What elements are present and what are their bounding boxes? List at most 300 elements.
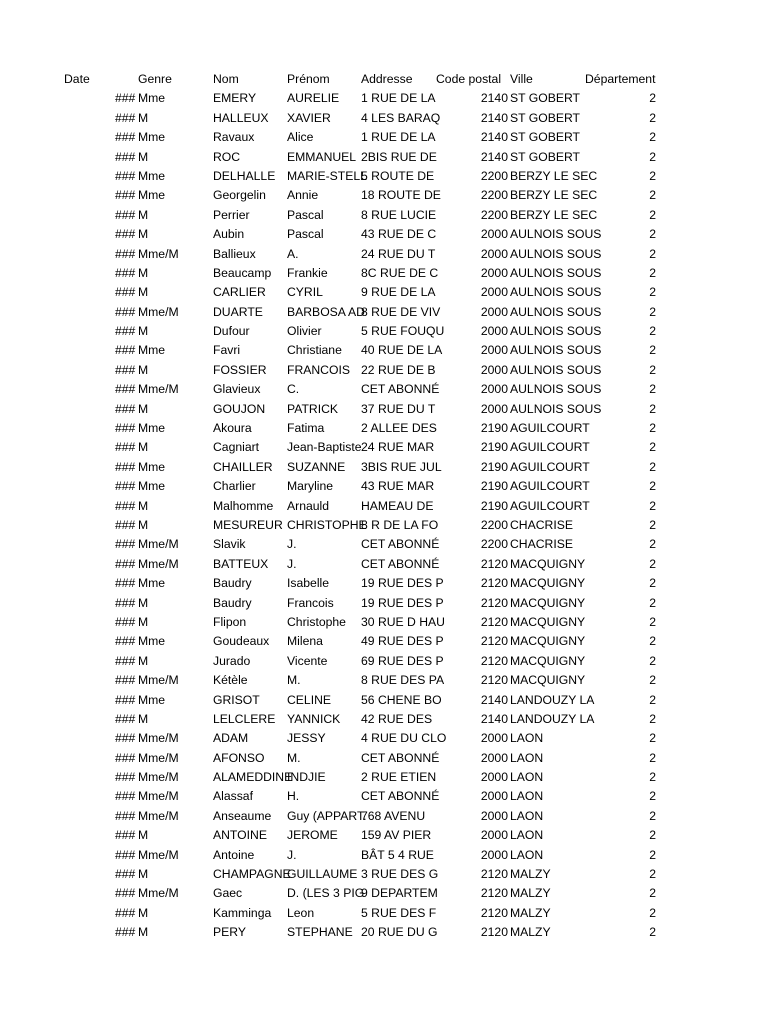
cell-addresse: 56 CHENE BO: [361, 692, 442, 707]
cell-code-postal: 2140: [480, 149, 508, 164]
cell-departement: 2: [649, 110, 656, 125]
cell-departement: 2: [649, 517, 656, 532]
cell-nom: Slavik: [213, 537, 246, 552]
cell-nom: Kamminga: [213, 905, 272, 920]
cell-addresse: 4 LES BARAQ: [361, 110, 441, 125]
cell-prenom: Guy (APPART.: [287, 808, 367, 823]
cell-ville: CHACRISE: [510, 517, 573, 532]
cell-code-postal: 2120: [480, 653, 508, 668]
table-row: [0, 729, 768, 748]
cell-addresse: BÂT 5 4 RUE: [361, 847, 434, 862]
table-row: [0, 923, 768, 942]
cell-date: ###: [115, 362, 136, 377]
cell-addresse: 42 RUE DES: [361, 711, 433, 726]
cell-departement: 2: [649, 731, 656, 746]
cell-ville: AGUILCOURT: [510, 421, 590, 436]
cell-code-postal: 2120: [480, 576, 508, 591]
cell-addresse: 9 RUE DE LA: [361, 285, 436, 300]
table-row: [0, 652, 768, 671]
cell-date: ###: [115, 750, 136, 765]
cell-genre: M: [138, 517, 149, 532]
cell-prenom: Frankie: [287, 265, 328, 280]
cell-departement: 2: [649, 498, 656, 513]
cell-nom: CHAILLER: [213, 459, 273, 474]
cell-ville: LAON: [510, 770, 544, 785]
cell-nom: CARLIER: [213, 285, 266, 300]
header-prenom: Prénom: [287, 72, 330, 86]
cell-date: ###: [115, 324, 136, 339]
cell-ville: MALZY: [510, 867, 551, 882]
cell-prenom: Christophe: [287, 614, 346, 629]
cell-departement: 2: [649, 421, 656, 436]
cell-date: ###: [115, 711, 136, 726]
cell-prenom: JESSY: [287, 731, 326, 746]
cell-date: ###: [115, 653, 136, 668]
cell-nom: Dufour: [213, 324, 250, 339]
cell-genre: Mme/M: [138, 304, 179, 319]
cell-genre: M: [138, 653, 149, 668]
cell-departement: 2: [649, 130, 656, 145]
cell-addresse: 8 RUE LUCIE: [361, 207, 437, 222]
cell-addresse: 24 RUE MAR: [361, 440, 435, 455]
cell-ville: AGUILCOURT: [510, 479, 590, 494]
cell-ville: BERZY LE SEC: [510, 188, 598, 203]
cell-date: ###: [115, 440, 136, 455]
cell-addresse: 4 RUE DU CLO: [361, 731, 447, 746]
table-row: [0, 477, 768, 496]
cell-date: ###: [115, 91, 136, 106]
cell-prenom: Christiane: [287, 343, 342, 358]
table-row: [0, 865, 768, 884]
cell-date: ###: [115, 421, 136, 436]
cell-prenom: Alice: [287, 130, 314, 145]
cell-date: ###: [115, 517, 136, 532]
cell-code-postal: 2000: [480, 401, 508, 416]
cell-genre: Mme: [138, 421, 166, 436]
cell-genre: M: [138, 828, 149, 843]
cell-addresse: 37 RUE DU T: [361, 401, 436, 416]
cell-genre: Mme: [138, 479, 166, 494]
cell-addresse: 5 ROUTE DE: [361, 168, 435, 183]
cell-date: ###: [115, 110, 136, 125]
cell-date: ###: [115, 246, 136, 261]
cell-genre: Mme/M: [138, 789, 179, 804]
cell-date: ###: [115, 537, 136, 552]
cell-date: ###: [115, 614, 136, 629]
spreadsheet: [0, 70, 768, 943]
cell-prenom: STEPHANE: [287, 925, 353, 940]
cell-addresse: 5 RUE FOUQU: [361, 324, 445, 339]
cell-prenom: AURELIE: [287, 91, 340, 106]
cell-departement: 2: [649, 789, 656, 804]
cell-code-postal: 2190: [480, 479, 508, 494]
cell-prenom: BARBOSA AD: [287, 304, 365, 319]
cell-code-postal: 2000: [480, 808, 508, 823]
cell-code-postal: 2120: [480, 556, 508, 571]
cell-prenom: H.: [287, 789, 300, 804]
cell-addresse: 43 RUE MAR: [361, 479, 435, 494]
cell-date: ###: [115, 847, 136, 862]
cell-date: ###: [115, 459, 136, 474]
cell-code-postal: 2200: [480, 537, 508, 552]
cell-departement: 2: [649, 828, 656, 843]
cell-departement: 2: [649, 595, 656, 610]
cell-genre: M: [138, 207, 149, 222]
cell-code-postal: 2120: [480, 595, 508, 610]
cell-code-postal: 2120: [480, 634, 508, 649]
cell-genre: M: [138, 324, 149, 339]
cell-date: ###: [115, 576, 136, 591]
cell-genre: M: [138, 498, 149, 513]
cell-nom: Charlier: [213, 479, 256, 494]
cell-code-postal: 2120: [480, 867, 508, 882]
cell-genre: M: [138, 227, 149, 242]
cell-genre: M: [138, 905, 149, 920]
cell-nom: Goudeaux: [213, 634, 270, 649]
cell-code-postal: 2140: [480, 110, 508, 125]
cell-nom: AFONSO: [213, 750, 265, 765]
cell-ville: AGUILCOURT: [510, 498, 590, 513]
cell-prenom: INDJIE: [287, 770, 326, 785]
cell-departement: 2: [649, 925, 656, 940]
cell-date: ###: [115, 207, 136, 222]
cell-ville: MACQUIGNY: [510, 614, 586, 629]
cell-addresse: CET ABONNÉ: [361, 750, 440, 765]
cell-addresse: 2 RUE ETIEN: [361, 770, 437, 785]
table-row: [0, 497, 768, 516]
cell-date: ###: [115, 905, 136, 920]
cell-genre: Mme/M: [138, 556, 179, 571]
cell-departement: 2: [649, 886, 656, 901]
table-row: [0, 283, 768, 302]
cell-ville: LANDOUZY LA: [510, 692, 595, 707]
header-date: Date: [64, 72, 90, 86]
cell-prenom: PATRICK: [287, 401, 339, 416]
table-row: [0, 458, 768, 477]
cell-code-postal: 2120: [480, 886, 508, 901]
cell-addresse: CET ABONNÉ: [361, 382, 440, 397]
cell-code-postal: 2120: [480, 925, 508, 940]
cell-ville: ST GOBERT: [510, 149, 580, 164]
cell-nom: ALAMEDDINE: [213, 770, 293, 785]
table-row: [0, 749, 768, 768]
cell-departement: 2: [649, 149, 656, 164]
table-row: [0, 225, 768, 244]
cell-nom: ADAM: [213, 731, 249, 746]
cell-code-postal: 2000: [480, 731, 508, 746]
table-body: [0, 89, 768, 942]
cell-code-postal: 2190: [480, 440, 508, 455]
cell-nom: EMERY: [213, 91, 257, 106]
cell-genre: Mme/M: [138, 382, 179, 397]
cell-genre: Mme: [138, 692, 166, 707]
cell-prenom: J.: [287, 537, 297, 552]
cell-code-postal: 2000: [480, 227, 508, 242]
cell-code-postal: 2120: [480, 673, 508, 688]
cell-nom: Kétèle: [213, 673, 248, 688]
cell-genre: Mme/M: [138, 537, 179, 552]
cell-prenom: Milena: [287, 634, 323, 649]
table-row: [0, 186, 768, 205]
cell-date: ###: [115, 498, 136, 513]
cell-ville: MACQUIGNY: [510, 634, 586, 649]
cell-ville: ST GOBERT: [510, 130, 580, 145]
table-row: [0, 89, 768, 108]
cell-departement: 2: [649, 265, 656, 280]
cell-addresse: 1 RUE DE LA: [361, 91, 436, 106]
table-row: [0, 167, 768, 186]
cell-date: ###: [115, 265, 136, 280]
table-row: [0, 206, 768, 225]
cell-code-postal: 2000: [480, 265, 508, 280]
header-addresse: Addresse: [361, 72, 413, 86]
cell-prenom: Annie: [287, 188, 319, 203]
cell-genre: Mme: [138, 91, 166, 106]
table-row: [0, 787, 768, 806]
cell-ville: AULNOIS SOUS: [510, 246, 602, 261]
cell-date: ###: [115, 227, 136, 242]
cell-departement: 2: [649, 324, 656, 339]
cell-prenom: CELINE: [287, 692, 332, 707]
cell-addresse: 3BIS RUE JUL: [361, 459, 442, 474]
cell-nom: Aubin: [213, 227, 245, 242]
cell-prenom: J.: [287, 556, 297, 571]
table-row: [0, 671, 768, 690]
cell-genre: Mme: [138, 634, 166, 649]
cell-code-postal: 2000: [480, 382, 508, 397]
cell-departement: 2: [649, 653, 656, 668]
table-row: [0, 322, 768, 341]
header-row: [0, 70, 768, 89]
table-row: [0, 574, 768, 593]
cell-prenom: Arnauld: [287, 498, 330, 513]
cell-nom: Ballieux: [213, 246, 256, 261]
cell-nom: Beaucamp: [213, 265, 272, 280]
cell-genre: M: [138, 925, 149, 940]
cell-ville: MALZY: [510, 925, 551, 940]
cell-departement: 2: [649, 614, 656, 629]
cell-genre: Mme/M: [138, 847, 179, 862]
cell-genre: M: [138, 285, 149, 300]
cell-nom: Baudry: [213, 576, 252, 591]
cell-ville: MACQUIGNY: [510, 576, 586, 591]
cell-genre: Mme/M: [138, 770, 179, 785]
cell-nom: Perrier: [213, 207, 250, 222]
cell-addresse: 49 RUE DES P: [361, 634, 444, 649]
cell-ville: ST GOBERT: [510, 110, 580, 125]
cell-addresse: 9 DEPARTEM: [361, 886, 438, 901]
cell-code-postal: 2000: [480, 770, 508, 785]
table-row: [0, 555, 768, 574]
cell-prenom: MARIE-STELL: [287, 168, 367, 183]
table-row: [0, 807, 768, 826]
cell-date: ###: [115, 692, 136, 707]
cell-date: ###: [115, 382, 136, 397]
cell-genre: Mme: [138, 576, 166, 591]
cell-nom: Cagniart: [213, 440, 260, 455]
cell-code-postal: 2000: [480, 828, 508, 843]
table-row: [0, 904, 768, 923]
cell-date: ###: [115, 867, 136, 882]
cell-prenom: XAVIER: [287, 110, 331, 125]
cell-date: ###: [115, 808, 136, 823]
cell-ville: AGUILCOURT: [510, 459, 590, 474]
cell-ville: AULNOIS SOUS: [510, 227, 602, 242]
table-row: [0, 516, 768, 535]
cell-prenom: FRANCOIS: [287, 362, 350, 377]
cell-date: ###: [115, 304, 136, 319]
cell-prenom: M.: [287, 673, 301, 688]
cell-ville: AULNOIS SOUS: [510, 324, 602, 339]
cell-genre: Mme/M: [138, 673, 179, 688]
cell-prenom: A.: [287, 246, 299, 261]
cell-prenom: Isabelle: [287, 576, 330, 591]
cell-nom: Gaec: [213, 886, 243, 901]
cell-code-postal: 2190: [480, 498, 508, 513]
cell-ville: LAON: [510, 789, 544, 804]
cell-prenom: Pascal: [287, 227, 324, 242]
cell-addresse: 2BIS RUE DE: [361, 149, 437, 164]
cell-code-postal: 2140: [480, 91, 508, 106]
cell-genre: Mme/M: [138, 886, 179, 901]
header-genre: Genre: [138, 72, 172, 86]
cell-date: ###: [115, 188, 136, 203]
cell-addresse: CET ABONNÉ: [361, 789, 440, 804]
cell-addresse: HAMEAU DE: [361, 498, 434, 513]
cell-addresse: 19 RUE DES P: [361, 576, 444, 591]
table-row: [0, 691, 768, 710]
cell-genre: M: [138, 110, 149, 125]
cell-date: ###: [115, 130, 136, 145]
cell-nom: FOSSIER: [213, 362, 267, 377]
cell-departement: 2: [649, 227, 656, 242]
cell-ville: BERZY LE SEC: [510, 207, 598, 222]
cell-addresse: 8C RUE DE C: [361, 265, 439, 280]
cell-ville: AULNOIS SOUS: [510, 362, 602, 377]
cell-date: ###: [115, 343, 136, 358]
table-row: [0, 438, 768, 457]
cell-addresse: 24 RUE DU T: [361, 246, 436, 261]
table-row: [0, 400, 768, 419]
cell-prenom: J.: [287, 847, 297, 862]
table-row: [0, 594, 768, 613]
cell-departement: 2: [649, 304, 656, 319]
cell-prenom: YANNICK: [287, 711, 341, 726]
cell-departement: 2: [649, 401, 656, 416]
table-row: [0, 264, 768, 283]
cell-nom: Glavieux: [213, 382, 261, 397]
header-departement: Département: [585, 72, 656, 86]
cell-prenom: Jean-Baptiste: [287, 440, 362, 455]
cell-code-postal: 2000: [480, 324, 508, 339]
cell-date: ###: [115, 789, 136, 804]
table-row: [0, 341, 768, 360]
cell-addresse: 69 RUE DES P: [361, 653, 444, 668]
cell-ville: LAON: [510, 731, 544, 746]
table-row: [0, 846, 768, 865]
cell-code-postal: 2000: [480, 847, 508, 862]
cell-genre: M: [138, 867, 149, 882]
table-row: [0, 380, 768, 399]
cell-date: ###: [115, 479, 136, 494]
cell-nom: GOUJON: [213, 401, 266, 416]
cell-departement: 2: [649, 750, 656, 765]
cell-genre: Mme: [138, 459, 166, 474]
cell-ville: MALZY: [510, 905, 551, 920]
cell-nom: Antoine: [213, 847, 255, 862]
cell-code-postal: 2120: [480, 614, 508, 629]
cell-departement: 2: [649, 576, 656, 591]
cell-prenom: Leon: [287, 905, 315, 920]
cell-prenom: EMMANUEL: [287, 149, 357, 164]
cell-departement: 2: [649, 91, 656, 106]
cell-genre: M: [138, 440, 149, 455]
cell-departement: 2: [649, 847, 656, 862]
cell-prenom: Olivier: [287, 324, 322, 339]
cell-addresse: 43 RUE DE C: [361, 227, 437, 242]
cell-ville: ST GOBERT: [510, 91, 580, 106]
cell-nom: Favri: [213, 343, 241, 358]
cell-departement: 2: [649, 343, 656, 358]
cell-nom: Georgelin: [213, 188, 266, 203]
header-ville: Ville: [510, 72, 533, 86]
cell-date: ###: [115, 556, 136, 571]
cell-ville: AULNOIS SOUS: [510, 285, 602, 300]
cell-ville: MACQUIGNY: [510, 653, 586, 668]
table-row: [0, 710, 768, 729]
table-row: [0, 148, 768, 167]
table-row: [0, 632, 768, 651]
cell-addresse: 20 RUE DU G: [361, 925, 438, 940]
cell-departement: 2: [649, 459, 656, 474]
cell-departement: 2: [649, 168, 656, 183]
cell-nom: ROC: [213, 149, 241, 164]
cell-nom: Malhomme: [213, 498, 274, 513]
cell-nom: GRISOT: [213, 692, 260, 707]
cell-nom: BATTEUX: [213, 556, 269, 571]
header-code-postal: Code postal: [436, 72, 502, 86]
cell-prenom: CYRIL: [287, 285, 323, 300]
cell-addresse: 1 RUE DE LA: [361, 130, 436, 145]
cell-date: ###: [115, 634, 136, 649]
cell-genre: Mme: [138, 343, 166, 358]
cell-addresse: 768 AVENU: [361, 808, 426, 823]
cell-addresse: CET ABONNÉ: [361, 556, 440, 571]
cell-nom: MESUREUR: [213, 517, 283, 532]
cell-nom: Jurado: [213, 653, 251, 668]
table-row: [0, 613, 768, 632]
cell-ville: AULNOIS SOUS: [510, 382, 602, 397]
table-row: [0, 245, 768, 264]
cell-addresse: CET ABONNÉ: [361, 537, 440, 552]
cell-addresse: 40 RUE DE LA: [361, 343, 443, 358]
cell-prenom: Francois: [287, 595, 334, 610]
cell-code-postal: 2000: [480, 789, 508, 804]
cell-genre: Mme/M: [138, 750, 179, 765]
cell-nom: Flipon: [213, 614, 247, 629]
cell-code-postal: 2000: [480, 343, 508, 358]
cell-addresse: 30 RUE D HAU: [361, 614, 445, 629]
cell-genre: Mme/M: [138, 731, 179, 746]
table-row: [0, 768, 768, 787]
cell-addresse: 2 ALLEE DES: [361, 421, 437, 436]
cell-date: ###: [115, 149, 136, 164]
cell-departement: 2: [649, 905, 656, 920]
cell-genre: M: [138, 711, 149, 726]
cell-ville: LAON: [510, 828, 544, 843]
cell-departement: 2: [649, 479, 656, 494]
cell-genre: Mme/M: [138, 246, 179, 261]
